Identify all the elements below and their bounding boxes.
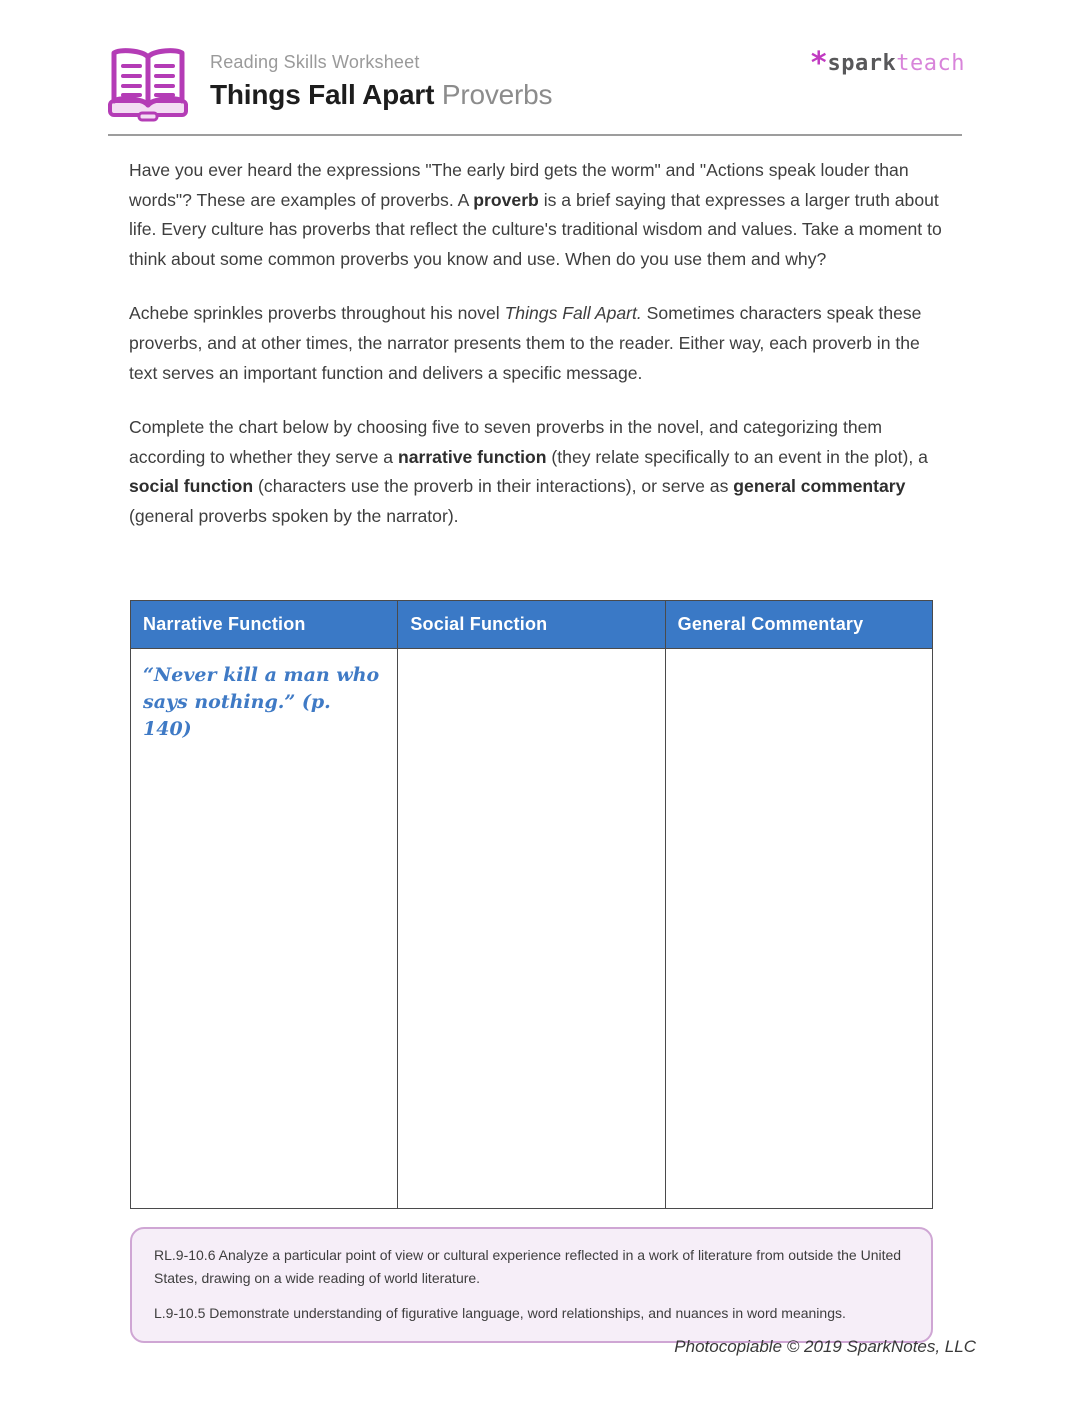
column-header-social-function: Social Function bbox=[398, 601, 665, 649]
text-segment: Have you ever heard the expressions "The early bird gets the worm" and "Actions speak louder than words"? These are examples of proverbs. A bbox=[129, 160, 909, 210]
page-title bbox=[210, 79, 552, 111]
text-segment: (characters use the proverb in their interactions), or serve as bbox=[253, 476, 734, 497]
text-segment: Achebe sprinkles proverbs throughout his novel bbox=[129, 303, 505, 324]
logo-asterisk-icon: * bbox=[810, 46, 827, 81]
text-segment: (they relate specifically to an event in the plot), a bbox=[546, 446, 928, 467]
header-divider bbox=[108, 134, 962, 136]
bold-term-social-function: social function bbox=[129, 476, 254, 497]
bold-term-narrative-function: narrative function bbox=[397, 446, 547, 467]
intro-paragraph-1 bbox=[129, 156, 951, 274]
proverbs-chart bbox=[130, 600, 933, 1209]
sparkteach-logo bbox=[810, 46, 965, 81]
standard-l-9-10-5: L.9-10.5 Demonstrate understanding of figurative language, word relationships, and nuances in word meanings. bbox=[154, 1305, 846, 1322]
bold-term-general-commentary: general commentary bbox=[733, 476, 906, 497]
proverbs-chart-header bbox=[131, 601, 933, 649]
cell-social-function bbox=[398, 649, 665, 1209]
open-book-icon bbox=[106, 44, 190, 124]
cell-general-commentary bbox=[665, 649, 932, 1209]
title-topic: Proverbs bbox=[441, 79, 553, 110]
cell-narrative-function bbox=[131, 649, 398, 1209]
column-header-narrative-function: Narrative Function bbox=[131, 601, 398, 649]
handwritten-proverb-entry: “Never kill a man who says nothing.” (p. 140) bbox=[143, 664, 380, 740]
intro-paragraph-2 bbox=[129, 299, 951, 388]
intro-paragraph-3 bbox=[129, 413, 951, 531]
column-header-general-commentary: General Commentary bbox=[665, 601, 932, 649]
logo-teach-text: teach bbox=[896, 51, 965, 76]
text-segment: Complete the chart below by choosing five to seven proverbs in the novel, and categorizing them according to whether they serve a bbox=[129, 417, 883, 467]
text-segment: is a brief saying that expresses a larger truth about life. Every culture has proverbs that reflect the culture's traditional wisdom and values. Take a moment to think about some common proverbs you know and use. When do you use them and why? bbox=[129, 189, 942, 269]
bold-term-proverb: proverb bbox=[473, 189, 539, 210]
intro-section bbox=[129, 156, 951, 557]
text-segment: (general proverbs spoken by the narrator). bbox=[129, 505, 459, 526]
logo-spark-text: spark bbox=[827, 51, 897, 76]
title-book-name: Things Fall Apart bbox=[210, 79, 435, 110]
copyright-notice: Photocopiable © 2019 SparkNotes, LLC bbox=[674, 1337, 976, 1356]
standard-rl-9-10-6: RL.9-10.6 Analyze a particular point of view or cultural experience reflected in a work of literature from outside the United States, drawing on a wide reading of world literature. bbox=[154, 1247, 902, 1286]
novel-title-italic: Things Fall Apart. bbox=[504, 303, 642, 324]
worksheet-type-label: Reading Skills Worksheet bbox=[210, 52, 420, 72]
standards-box bbox=[130, 1227, 933, 1343]
header bbox=[210, 52, 552, 111]
text-segment: Sometimes characters speak these proverbs, and at other times, the narrator presents them to the reader. Either way, each proverb in the text serves an important function and delivers a specific message. bbox=[129, 303, 922, 383]
table-row bbox=[131, 649, 933, 1209]
